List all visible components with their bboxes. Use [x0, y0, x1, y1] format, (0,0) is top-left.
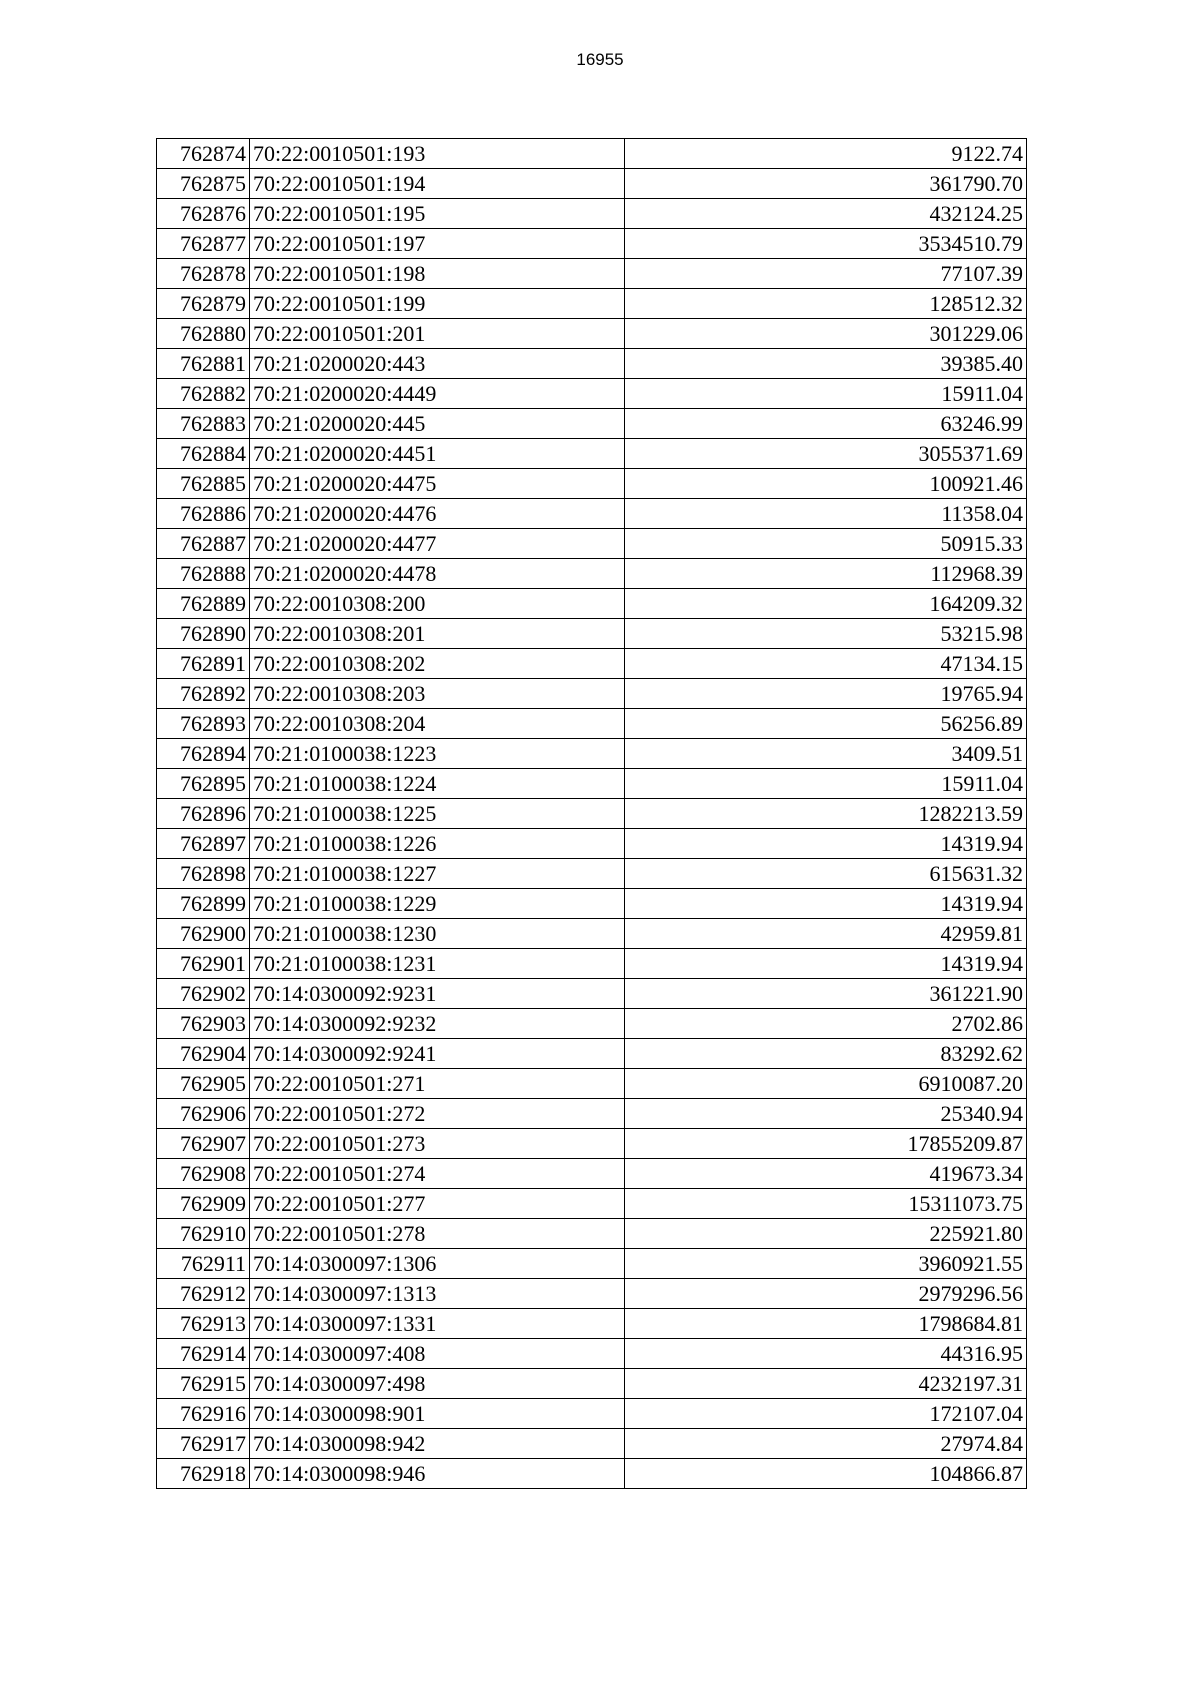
row-number-cell: 762904 [157, 1039, 250, 1069]
cadastral-value-cell: 615631.32 [625, 859, 1027, 889]
cadastral-value-cell: 14319.94 [625, 889, 1027, 919]
cadastral-number-cell: 70:22:0010501:274 [250, 1159, 625, 1189]
table-row [157, 739, 1027, 769]
table-row [157, 529, 1027, 559]
table-row [157, 349, 1027, 379]
table-row [157, 709, 1027, 739]
cadastral-value-cell: 301229.06 [625, 319, 1027, 349]
row-number-cell: 762917 [157, 1429, 250, 1459]
cadastral-value-cell: 6910087.20 [625, 1069, 1027, 1099]
cadastral-value-cell: 164209.32 [625, 589, 1027, 619]
cadastral-number-cell: 70:14:0300097:1306 [250, 1249, 625, 1279]
cadastral-number-cell: 70:14:0300092:9241 [250, 1039, 625, 1069]
cadastral-number-cell: 70:22:0010308:203 [250, 679, 625, 709]
cadastral-value-cell: 3534510.79 [625, 229, 1027, 259]
table-row [157, 1429, 1027, 1459]
cadastral-value-cell: 419673.34 [625, 1159, 1027, 1189]
cadastral-number-cell: 70:21:0100038:1229 [250, 889, 625, 919]
cadastral-number-cell: 70:22:0010501:272 [250, 1099, 625, 1129]
table-row [157, 1099, 1027, 1129]
cadastral-number-cell: 70:21:0200020:445 [250, 409, 625, 439]
row-number-cell: 762909 [157, 1189, 250, 1219]
row-number-cell: 762892 [157, 679, 250, 709]
cadastral-value-cell: 44316.95 [625, 1339, 1027, 1369]
cadastral-number-cell: 70:21:0200020:4477 [250, 529, 625, 559]
row-number-cell: 762880 [157, 319, 250, 349]
cadastral-number-cell: 70:22:0010501:199 [250, 289, 625, 319]
cadastral-value-cell: 2979296.56 [625, 1279, 1027, 1309]
cadastral-number-cell: 70:22:0010501:195 [250, 199, 625, 229]
table-row [157, 919, 1027, 949]
cadastral-value-cell: 53215.98 [625, 619, 1027, 649]
cadastral-number-cell: 70:21:0200020:443 [250, 349, 625, 379]
cadastral-value-cell: 3055371.69 [625, 439, 1027, 469]
cadastral-number-cell: 70:22:0010308:204 [250, 709, 625, 739]
row-number-cell: 762905 [157, 1069, 250, 1099]
row-number-cell: 762883 [157, 409, 250, 439]
cadastral-value-cell: 3960921.55 [625, 1249, 1027, 1279]
row-number-cell: 762882 [157, 379, 250, 409]
cadastral-value-cell: 15911.04 [625, 769, 1027, 799]
table-row [157, 1369, 1027, 1399]
cadastral-value-cell: 27974.84 [625, 1429, 1027, 1459]
cadastral-value-cell: 15311073.75 [625, 1189, 1027, 1219]
table-row [157, 799, 1027, 829]
row-number-cell: 762876 [157, 199, 250, 229]
table-row [157, 1219, 1027, 1249]
table-row [157, 469, 1027, 499]
page-number: 16955 [576, 50, 624, 69]
row-number-cell: 762901 [157, 949, 250, 979]
cadastral-value-cell: 9122.74 [625, 139, 1027, 169]
cadastral-number-cell: 70:14:0300098:942 [250, 1429, 625, 1459]
table-row [157, 1339, 1027, 1369]
row-number-cell: 762884 [157, 439, 250, 469]
cadastral-value-cell: 4232197.31 [625, 1369, 1027, 1399]
cadastral-value-cell: 77107.39 [625, 259, 1027, 289]
table-row [157, 409, 1027, 439]
table-row [157, 1459, 1027, 1489]
cadastral-number-cell: 70:14:0300098:901 [250, 1399, 625, 1429]
row-number-cell: 762881 [157, 349, 250, 379]
cadastral-value-cell: 1282213.59 [625, 799, 1027, 829]
table-row [157, 379, 1027, 409]
row-number-cell: 762903 [157, 1009, 250, 1039]
cadastral-number-cell: 70:21:0100038:1225 [250, 799, 625, 829]
table-row [157, 859, 1027, 889]
row-number-cell: 762908 [157, 1159, 250, 1189]
cadastral-number-cell: 70:14:0300097:1313 [250, 1279, 625, 1309]
cadastral-number-cell: 70:14:0300097:498 [250, 1369, 625, 1399]
cadastral-value-cell: 17855209.87 [625, 1129, 1027, 1159]
cadastral-value-cell: 2702.86 [625, 1009, 1027, 1039]
cadastral-number-cell: 70:21:0200020:4475 [250, 469, 625, 499]
cadastral-value-cell: 3409.51 [625, 739, 1027, 769]
table-row [157, 949, 1027, 979]
cadastral-number-cell: 70:22:0010501:201 [250, 319, 625, 349]
cadastral-value-cell: 1798684.81 [625, 1309, 1027, 1339]
cadastral-number-cell: 70:14:0300092:9232 [250, 1009, 625, 1039]
row-number-cell: 762906 [157, 1099, 250, 1129]
row-number-cell: 762874 [157, 139, 250, 169]
cadastral-value-cell: 15911.04 [625, 379, 1027, 409]
cadastral-value-cell: 361221.90 [625, 979, 1027, 1009]
cadastral-number-cell: 70:14:0300097:408 [250, 1339, 625, 1369]
table-row [157, 139, 1027, 169]
cadastral-number-cell: 70:21:0200020:4476 [250, 499, 625, 529]
row-number-cell: 762893 [157, 709, 250, 739]
table-row [157, 559, 1027, 589]
cadastral-value-cell: 14319.94 [625, 829, 1027, 859]
row-number-cell: 762914 [157, 1339, 250, 1369]
table-row [157, 229, 1027, 259]
cadastral-value-cell: 128512.32 [625, 289, 1027, 319]
cadastral-value-cell: 11358.04 [625, 499, 1027, 529]
row-number-cell: 762879 [157, 289, 250, 319]
cadastral-number-cell: 70:21:0200020:4478 [250, 559, 625, 589]
table-row [157, 889, 1027, 919]
row-number-cell: 762915 [157, 1369, 250, 1399]
row-number-cell: 762878 [157, 259, 250, 289]
cadastral-number-cell: 70:21:0200020:4451 [250, 439, 625, 469]
cadastral-value-cell: 39385.40 [625, 349, 1027, 379]
cadastral-value-cell: 361790.70 [625, 169, 1027, 199]
table-row [157, 769, 1027, 799]
row-number-cell: 762911 [157, 1249, 250, 1279]
table-row [157, 1279, 1027, 1309]
row-number-cell: 762877 [157, 229, 250, 259]
cadastral-number-cell: 70:22:0010308:200 [250, 589, 625, 619]
table-body [157, 139, 1027, 1489]
table-row [157, 1159, 1027, 1189]
cadastral-value-cell: 14319.94 [625, 949, 1027, 979]
cadastral-number-cell: 70:22:0010501:197 [250, 229, 625, 259]
cadastral-value-cell: 63246.99 [625, 409, 1027, 439]
table-row [157, 829, 1027, 859]
row-number-cell: 762902 [157, 979, 250, 1009]
cadastral-number-cell: 70:21:0100038:1231 [250, 949, 625, 979]
row-number-cell: 762913 [157, 1309, 250, 1339]
row-number-cell: 762888 [157, 559, 250, 589]
row-number-cell: 762910 [157, 1219, 250, 1249]
cadastral-number-cell: 70:21:0200020:4449 [250, 379, 625, 409]
row-number-cell: 762898 [157, 859, 250, 889]
table-row [157, 649, 1027, 679]
row-number-cell: 762896 [157, 799, 250, 829]
table-row [157, 1039, 1027, 1069]
table-row [157, 619, 1027, 649]
cadastral-number-cell: 70:22:0010501:278 [250, 1219, 625, 1249]
cadastral-value-cell: 47134.15 [625, 649, 1027, 679]
cadastral-number-cell: 70:21:0100038:1230 [250, 919, 625, 949]
cadastral-number-cell: 70:14:0300092:9231 [250, 979, 625, 1009]
cadastral-value-cell: 56256.89 [625, 709, 1027, 739]
cadastral-value-cell: 100921.46 [625, 469, 1027, 499]
row-number-cell: 762886 [157, 499, 250, 529]
cadastral-number-cell: 70:22:0010308:201 [250, 619, 625, 649]
cadastral-value-cell: 19765.94 [625, 679, 1027, 709]
cadastral-value-cell: 104866.87 [625, 1459, 1027, 1489]
table-row [157, 1399, 1027, 1429]
row-number-cell: 762885 [157, 469, 250, 499]
cadastral-value-cell: 42959.81 [625, 919, 1027, 949]
row-number-cell: 762897 [157, 829, 250, 859]
table-row [157, 289, 1027, 319]
cadastral-number-cell: 70:22:0010501:277 [250, 1189, 625, 1219]
row-number-cell: 762891 [157, 649, 250, 679]
row-number-cell: 762895 [157, 769, 250, 799]
cadastral-value-cell: 50915.33 [625, 529, 1027, 559]
table-row [157, 589, 1027, 619]
row-number-cell: 762875 [157, 169, 250, 199]
table-row [157, 169, 1027, 199]
table-row [157, 1129, 1027, 1159]
cadastral-value-cell: 112968.39 [625, 559, 1027, 589]
table-row [157, 679, 1027, 709]
cadastral-number-cell: 70:21:0100038:1224 [250, 769, 625, 799]
table-row [157, 1069, 1027, 1099]
row-number-cell: 762890 [157, 619, 250, 649]
cadastral-value-cell: 83292.62 [625, 1039, 1027, 1069]
table-row [157, 1309, 1027, 1339]
cadastral-number-cell: 70:22:0010501:193 [250, 139, 625, 169]
row-number-cell: 762887 [157, 529, 250, 559]
table-row [157, 1249, 1027, 1279]
table-row [157, 319, 1027, 349]
row-number-cell: 762899 [157, 889, 250, 919]
cadastral-number-cell: 70:22:0010501:271 [250, 1069, 625, 1099]
cadastral-value-cell: 225921.80 [625, 1219, 1027, 1249]
cadastral-number-cell: 70:22:0010501:194 [250, 169, 625, 199]
row-number-cell: 762894 [157, 739, 250, 769]
row-number-cell: 762912 [157, 1279, 250, 1309]
table-row [157, 979, 1027, 1009]
table-row [157, 1189, 1027, 1219]
table-row [157, 259, 1027, 289]
table-row [157, 1009, 1027, 1039]
cadastral-number-cell: 70:21:0100038:1226 [250, 829, 625, 859]
cadastral-number-cell: 70:14:0300098:946 [250, 1459, 625, 1489]
row-number-cell: 762918 [157, 1459, 250, 1489]
row-number-cell: 762916 [157, 1399, 250, 1429]
row-number-cell: 762907 [157, 1129, 250, 1159]
row-number-cell: 762889 [157, 589, 250, 619]
cadastral-number-cell: 70:21:0100038:1223 [250, 739, 625, 769]
cadastral-number-cell: 70:22:0010501:198 [250, 259, 625, 289]
table-row [157, 439, 1027, 469]
cadastral-value-cell: 25340.94 [625, 1099, 1027, 1129]
table-row [157, 499, 1027, 529]
cadastral-value-cell: 432124.25 [625, 199, 1027, 229]
table-row [157, 199, 1027, 229]
cadastral-number-cell: 70:22:0010501:273 [250, 1129, 625, 1159]
cadastral-number-cell: 70:21:0100038:1227 [250, 859, 625, 889]
cadastral-value-table [156, 138, 1027, 1489]
cadastral-number-cell: 70:22:0010308:202 [250, 649, 625, 679]
cadastral-value-cell: 172107.04 [625, 1399, 1027, 1429]
cadastral-number-cell: 70:14:0300097:1331 [250, 1309, 625, 1339]
row-number-cell: 762900 [157, 919, 250, 949]
